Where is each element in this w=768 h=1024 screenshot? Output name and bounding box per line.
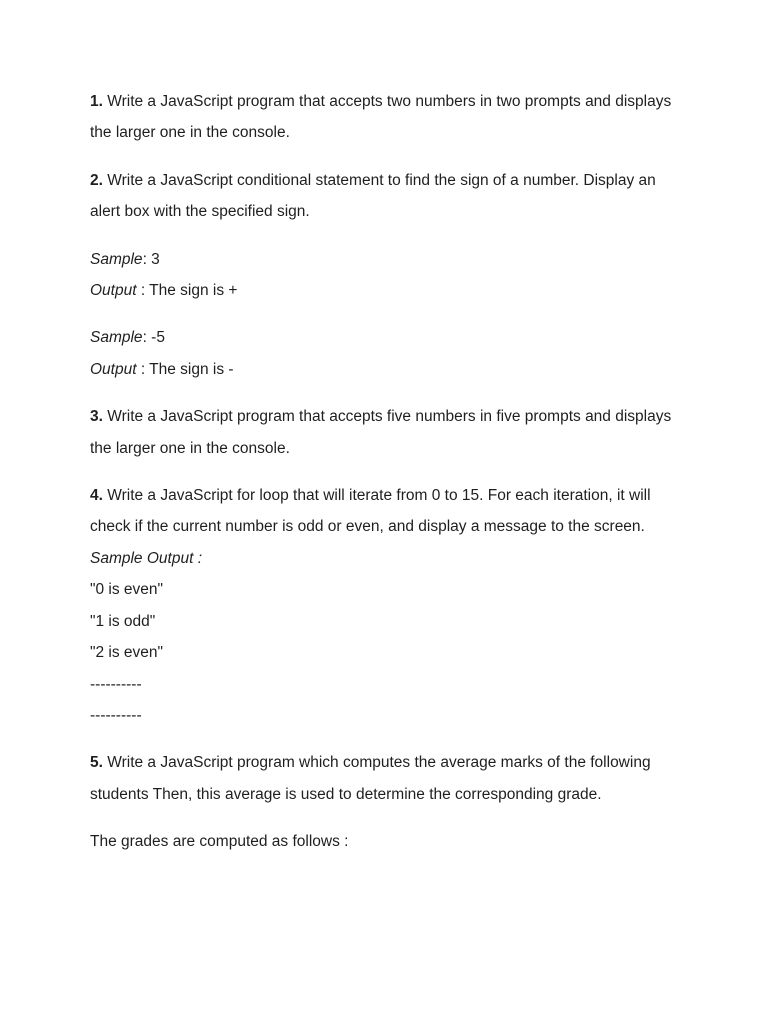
output-line: "2 is even"	[90, 644, 164, 662]
question-2	[90, 165, 690, 228]
sample-output-label: Sample Output :	[90, 549, 203, 567]
output-separator: ----------	[90, 706, 142, 724]
sample-line	[90, 244, 690, 275]
question-number: 5.	[90, 754, 103, 772]
question-text: Write a JavaScript program that accepts two numbers in two prompts and displays the larger one in the console.	[90, 93, 672, 142]
output-line: "0 is even"	[90, 581, 164, 599]
output-line	[90, 354, 690, 385]
question-4	[90, 480, 690, 731]
grades-intro: The grades are computed as follows :	[90, 833, 349, 851]
sample-label: Sample	[90, 250, 143, 268]
question-5	[90, 747, 690, 810]
question-4-prompt	[90, 487, 651, 535]
sample-label: Sample	[90, 329, 143, 347]
output-line	[90, 275, 690, 306]
sample-value: : 3	[142, 250, 160, 268]
sample-block-1	[90, 244, 690, 307]
question-text: Write a JavaScript conditional statement to find the sign of a number. Display an alert box with the specified sign.	[90, 171, 656, 221]
question-number: 2.	[90, 171, 103, 189]
output-value: : The sign is +	[136, 282, 238, 300]
document-page	[90, 86, 690, 874]
question-3	[90, 401, 690, 464]
sample-line	[90, 322, 690, 353]
output-separator: ----------	[90, 675, 142, 693]
question-1	[90, 86, 690, 149]
output-line: "1 is odd"	[90, 612, 156, 630]
output-value: : The sign is -	[136, 360, 234, 378]
question-number: 4.	[90, 487, 103, 505]
question-text: Write a JavaScript program that accepts five numbers in five prompts and displays the larger one in the console.	[90, 408, 672, 457]
question-text: Write a JavaScript for loop that will iterate from 0 to 15. For each iteration, it will check if the current number is odd or even, and display a message to the screen.	[90, 487, 651, 536]
output-label: Output	[90, 282, 137, 300]
sample-value: : -5	[142, 329, 165, 347]
question-number: 3.	[90, 408, 103, 426]
question-text: Write a JavaScript program which computes the average marks of the following students Then, this average is used to determine the corresponding grade.	[90, 754, 651, 803]
output-label: Output	[90, 360, 137, 378]
question-number: 1.	[90, 93, 103, 110]
sample-block-2	[90, 322, 690, 385]
